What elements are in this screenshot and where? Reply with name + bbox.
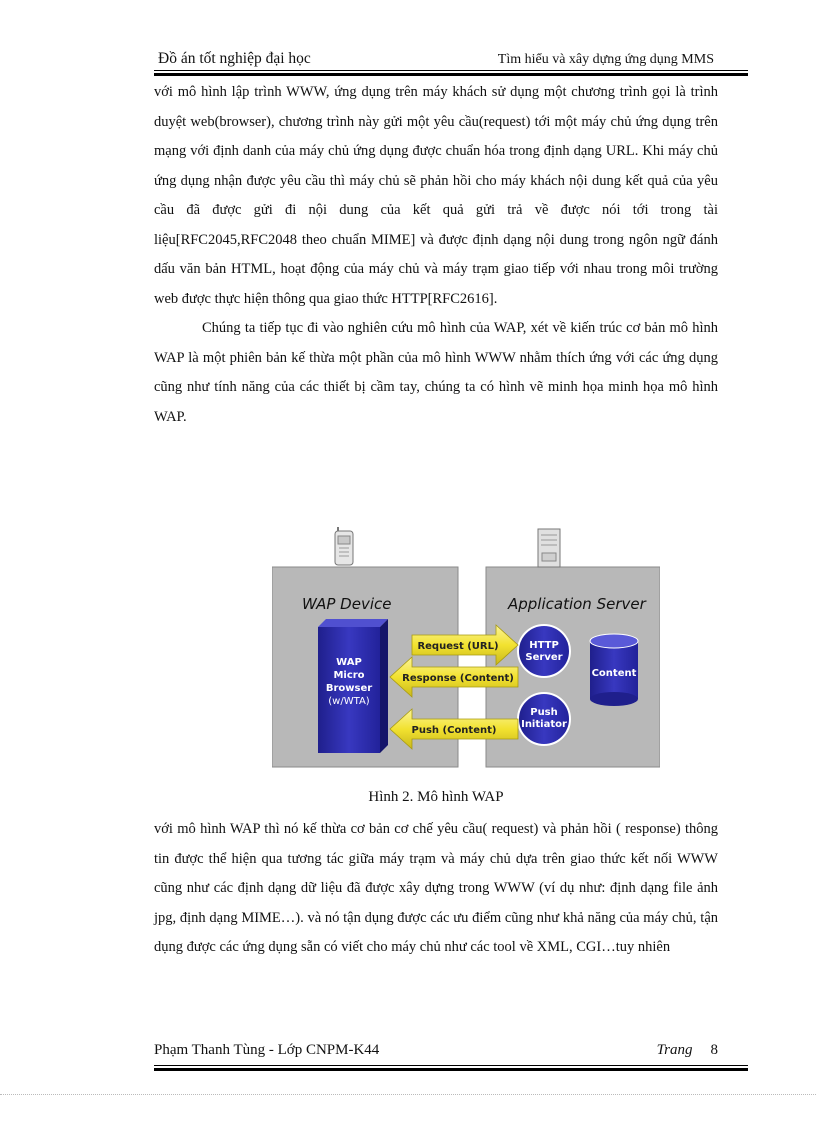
figure-caption: Hình 2. Mô hình WAP xyxy=(368,789,504,805)
content-label: Content xyxy=(591,668,637,679)
wap-device-title: WAP Device xyxy=(302,595,392,613)
browser-label-line: Browser xyxy=(325,683,373,694)
push-initiator-label-line: Push xyxy=(530,707,558,718)
body-text-bottom xyxy=(154,815,718,963)
http-server-node xyxy=(518,625,570,677)
paragraph: với mô hình WAP thì nó kế thừa cơ bản cơ chế yêu cầu( request) và phản hồi ( response) thông tin được thể hiện qua tương tác giữa máy trạm và máy chủ dựa trên giao thức kết nối WWW cũng như các định dạng dữ liệu đã được xây dựng trong WWW (ví dụ như: định dạng file ảnh jpg, định dạng MIME…). và nó tận dụng được các ưu điểm cũng như khả năng của máy chủ, tận dụng được các ứng dụng sẵn có viết cho máy chủ như các tool về XML, CGI…tuy nhiên xyxy=(154,821,718,955)
http-server-label-line: HTTP xyxy=(529,640,559,651)
header-rule xyxy=(154,70,748,76)
header-right: Tìm hiểu và xây dựng ứng dụng MMS xyxy=(497,52,714,67)
wap-model-figure xyxy=(272,527,660,769)
application-server-title: Application Server xyxy=(508,595,646,613)
push-initiator-label-line: Initiator xyxy=(521,719,567,730)
footer-page xyxy=(657,1042,718,1059)
paragraph: với mô hình lập trình WWW, ứng dụng trên máy khách sử dụng một chương trình gọi là trình duyệt web(browser), chương trình này gửi một yêu cầu(request) tới một máy chủ ứng dụng trên mạng với định danh của máy chủ ứng dụng được chuẩn hóa trong định dạng URL. Khi máy chủ ứng dụng nhận được yêu cầu thì máy chủ sẽ phản hồi cho máy khách nội dung kết quả của yêu cầu đã được gửi đi nội dung của kết quả gửi trả về được nói tới trong tài liệu[RFC2045,RFC2048 theo chuẩn MIME] và được định dạng nội dung trong ngôn ngữ đánh dấu văn bản HTML, hoạt động của máy chủ và máy trạm giao tiếp với nhau trong môi trường web được thực hiện thông qua giao thức HTTP[RFC2616]. xyxy=(154,84,718,307)
phone-icon xyxy=(335,527,353,565)
request-arrow-label: Request (URL) xyxy=(417,641,499,652)
browser-label-line: Micro xyxy=(333,670,365,681)
page-label: Trang xyxy=(656,1042,693,1058)
push-arrow-label: Push (Content) xyxy=(411,725,497,736)
header-left: Đồ án tốt nghiệp đại học xyxy=(158,50,311,67)
footer-rule xyxy=(154,1065,748,1071)
body-text-top xyxy=(154,78,718,432)
page-edge-divider xyxy=(0,1094,816,1095)
page-header xyxy=(154,50,748,72)
footer-author: Phạm Thanh Tùng - Lớp CNPM-K44 xyxy=(154,1042,380,1058)
http-server-label-line: Server xyxy=(525,652,563,663)
paragraph: Chúng ta tiếp tục đi vào nghiên cứu mô hình của WAP, xét về kiến trúc cơ bản mô hình WAP là một phiên bản kế thừa một phần của mô hình WWW nhằm thích ứng với các ứng dụng cũng như tính năng của các thiết bị cầm tay, chúng ta có hình vẽ minh họa minh họa mô hình WAP. xyxy=(154,320,718,425)
page-number: 8 xyxy=(710,1042,718,1058)
page-footer xyxy=(154,1042,718,1064)
response-arrow-label: Response (Content) xyxy=(402,673,514,684)
server-tower-icon xyxy=(538,529,560,567)
wap-model-diagram xyxy=(272,527,660,769)
browser-label-line: WAP xyxy=(336,657,362,668)
browser-label-line: (w/WTA) xyxy=(328,696,370,707)
